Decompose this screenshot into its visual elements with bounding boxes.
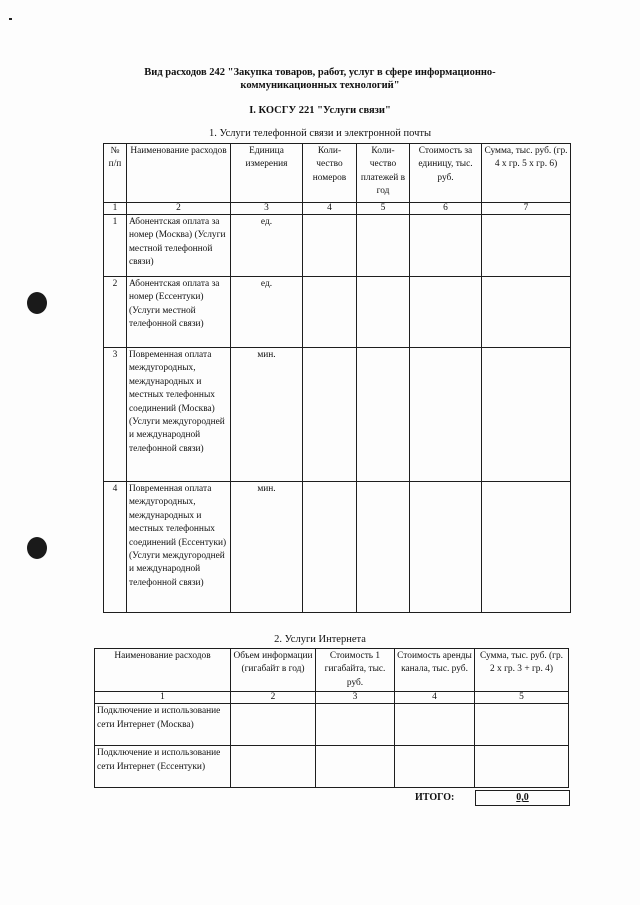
empty-cell xyxy=(410,348,482,482)
table2-header-cell: Сумма, тыс. руб. (гр. 2 х гр. 3 + гр. 4) xyxy=(475,649,569,692)
empty-cell xyxy=(303,348,357,482)
total-label: ИТОГО: xyxy=(415,792,455,803)
column-number: 5 xyxy=(475,692,569,704)
empty-cell xyxy=(475,746,569,788)
table2-header-cell: Объем информации (гигабайт в год) xyxy=(231,649,316,692)
punch-hole-top xyxy=(27,292,47,314)
table-row xyxy=(104,348,571,482)
table1-title: 1. Услуги телефонной связи и электронной почты xyxy=(208,128,432,139)
column-number: 3 xyxy=(316,692,395,704)
table2-header-cell: Стоимость аренды канала, тыс. руб. xyxy=(395,649,475,692)
column-number: 1 xyxy=(104,203,127,215)
column-number: 4 xyxy=(395,692,475,704)
expense-name: Подключение и использование сети Интернет (Москва) xyxy=(95,704,231,746)
table2-header-cell: Наименование расходов xyxy=(95,649,231,692)
expense-type-title-line1: Вид расходов 242 "Закупка товаров, работ, услуг в сфере информационно- xyxy=(144,67,496,78)
empty-cell xyxy=(410,215,482,277)
empty-cell xyxy=(357,215,410,277)
row-number: 4 xyxy=(104,482,127,613)
empty-cell xyxy=(231,704,316,746)
table1-header-cell: Единица измерения xyxy=(231,144,303,203)
table-row xyxy=(95,704,569,746)
table1-header-cell: Стоимость за единицу, тыс. руб. xyxy=(410,144,482,203)
row-number: 2 xyxy=(104,277,127,348)
empty-cell xyxy=(357,482,410,613)
empty-cell xyxy=(475,704,569,746)
expense-name: Повременная оплата междугородных, международных и местных телефонных соединений (Ессентуки) (Услуги междугородней и международной телефонной связи) xyxy=(127,482,231,613)
table-row xyxy=(104,215,571,277)
column-number: 6 xyxy=(410,203,482,215)
total-value-box xyxy=(475,790,570,806)
expense-name: Подключение и использование сети Интернет (Ессентуки) xyxy=(95,746,231,788)
empty-cell xyxy=(395,746,475,788)
column-number: 1 xyxy=(95,692,231,704)
total-value: 0,0 xyxy=(516,792,529,803)
row-number: 1 xyxy=(104,215,127,277)
expense-name: Абонентская оплата за номер (Ессентуки)(Услуги местной телефонной связи) xyxy=(127,277,231,348)
unit-cell: ед. xyxy=(231,277,303,348)
scan-mark xyxy=(9,18,12,20)
table2-title: 2. Услуги Интернета xyxy=(274,634,366,645)
empty-cell xyxy=(357,348,410,482)
table2-header-row xyxy=(95,649,569,692)
table2-header-cell: Стоимость 1 гигабайта, тыс. руб. xyxy=(316,649,395,692)
table-row xyxy=(95,746,569,788)
table1-header-cell: № п/п xyxy=(104,144,127,203)
table1-header-cell: Наименование расходов xyxy=(127,144,231,203)
column-number: 3 xyxy=(231,203,303,215)
table1-header-cell: Коли-чество платежей в год xyxy=(357,144,410,203)
empty-cell xyxy=(482,277,571,348)
telephone-services-table xyxy=(103,143,571,613)
table1-header-cell: Коли-чество номеров xyxy=(303,144,357,203)
column-number: 2 xyxy=(231,692,316,704)
row-number: 3 xyxy=(104,348,127,482)
empty-cell xyxy=(410,482,482,613)
empty-cell xyxy=(482,215,571,277)
expense-name: Абонентская оплата за номер (Москва) (Услуги местной телефонной связи) xyxy=(127,215,231,277)
empty-cell xyxy=(482,348,571,482)
empty-cell xyxy=(303,482,357,613)
column-number: 5 xyxy=(357,203,410,215)
empty-cell xyxy=(482,482,571,613)
internet-services-table xyxy=(94,648,569,788)
table1-column-numbers-row xyxy=(104,203,571,215)
table-row xyxy=(104,482,571,613)
table1-header-row xyxy=(104,144,571,203)
table-row xyxy=(104,277,571,348)
empty-cell xyxy=(316,746,395,788)
empty-cell xyxy=(303,215,357,277)
empty-cell xyxy=(231,746,316,788)
column-number: 2 xyxy=(127,203,231,215)
empty-cell xyxy=(303,277,357,348)
unit-cell: мин. xyxy=(231,482,303,613)
empty-cell xyxy=(410,277,482,348)
section-title: I. КОСГУ 221 "Услуги связи" xyxy=(249,105,391,116)
table2-column-numbers-row xyxy=(95,692,569,704)
empty-cell xyxy=(357,277,410,348)
empty-cell xyxy=(316,704,395,746)
unit-cell: мин. xyxy=(231,348,303,482)
column-number: 7 xyxy=(482,203,571,215)
expense-type-title-line2: коммуникационных технологий" xyxy=(240,80,400,91)
punch-hole-bottom xyxy=(27,537,47,559)
table1-header-cell: Сумма, тыс. руб. (гр. 4 х гр. 5 х гр. 6) xyxy=(482,144,571,203)
unit-cell: ед. xyxy=(231,215,303,277)
column-number: 4 xyxy=(303,203,357,215)
expense-name: Повременная оплата междугородных, международных и местных телефонных соединений (Москва) (Услуги междугородней и международной телефонной связи) xyxy=(127,348,231,482)
empty-cell xyxy=(395,704,475,746)
